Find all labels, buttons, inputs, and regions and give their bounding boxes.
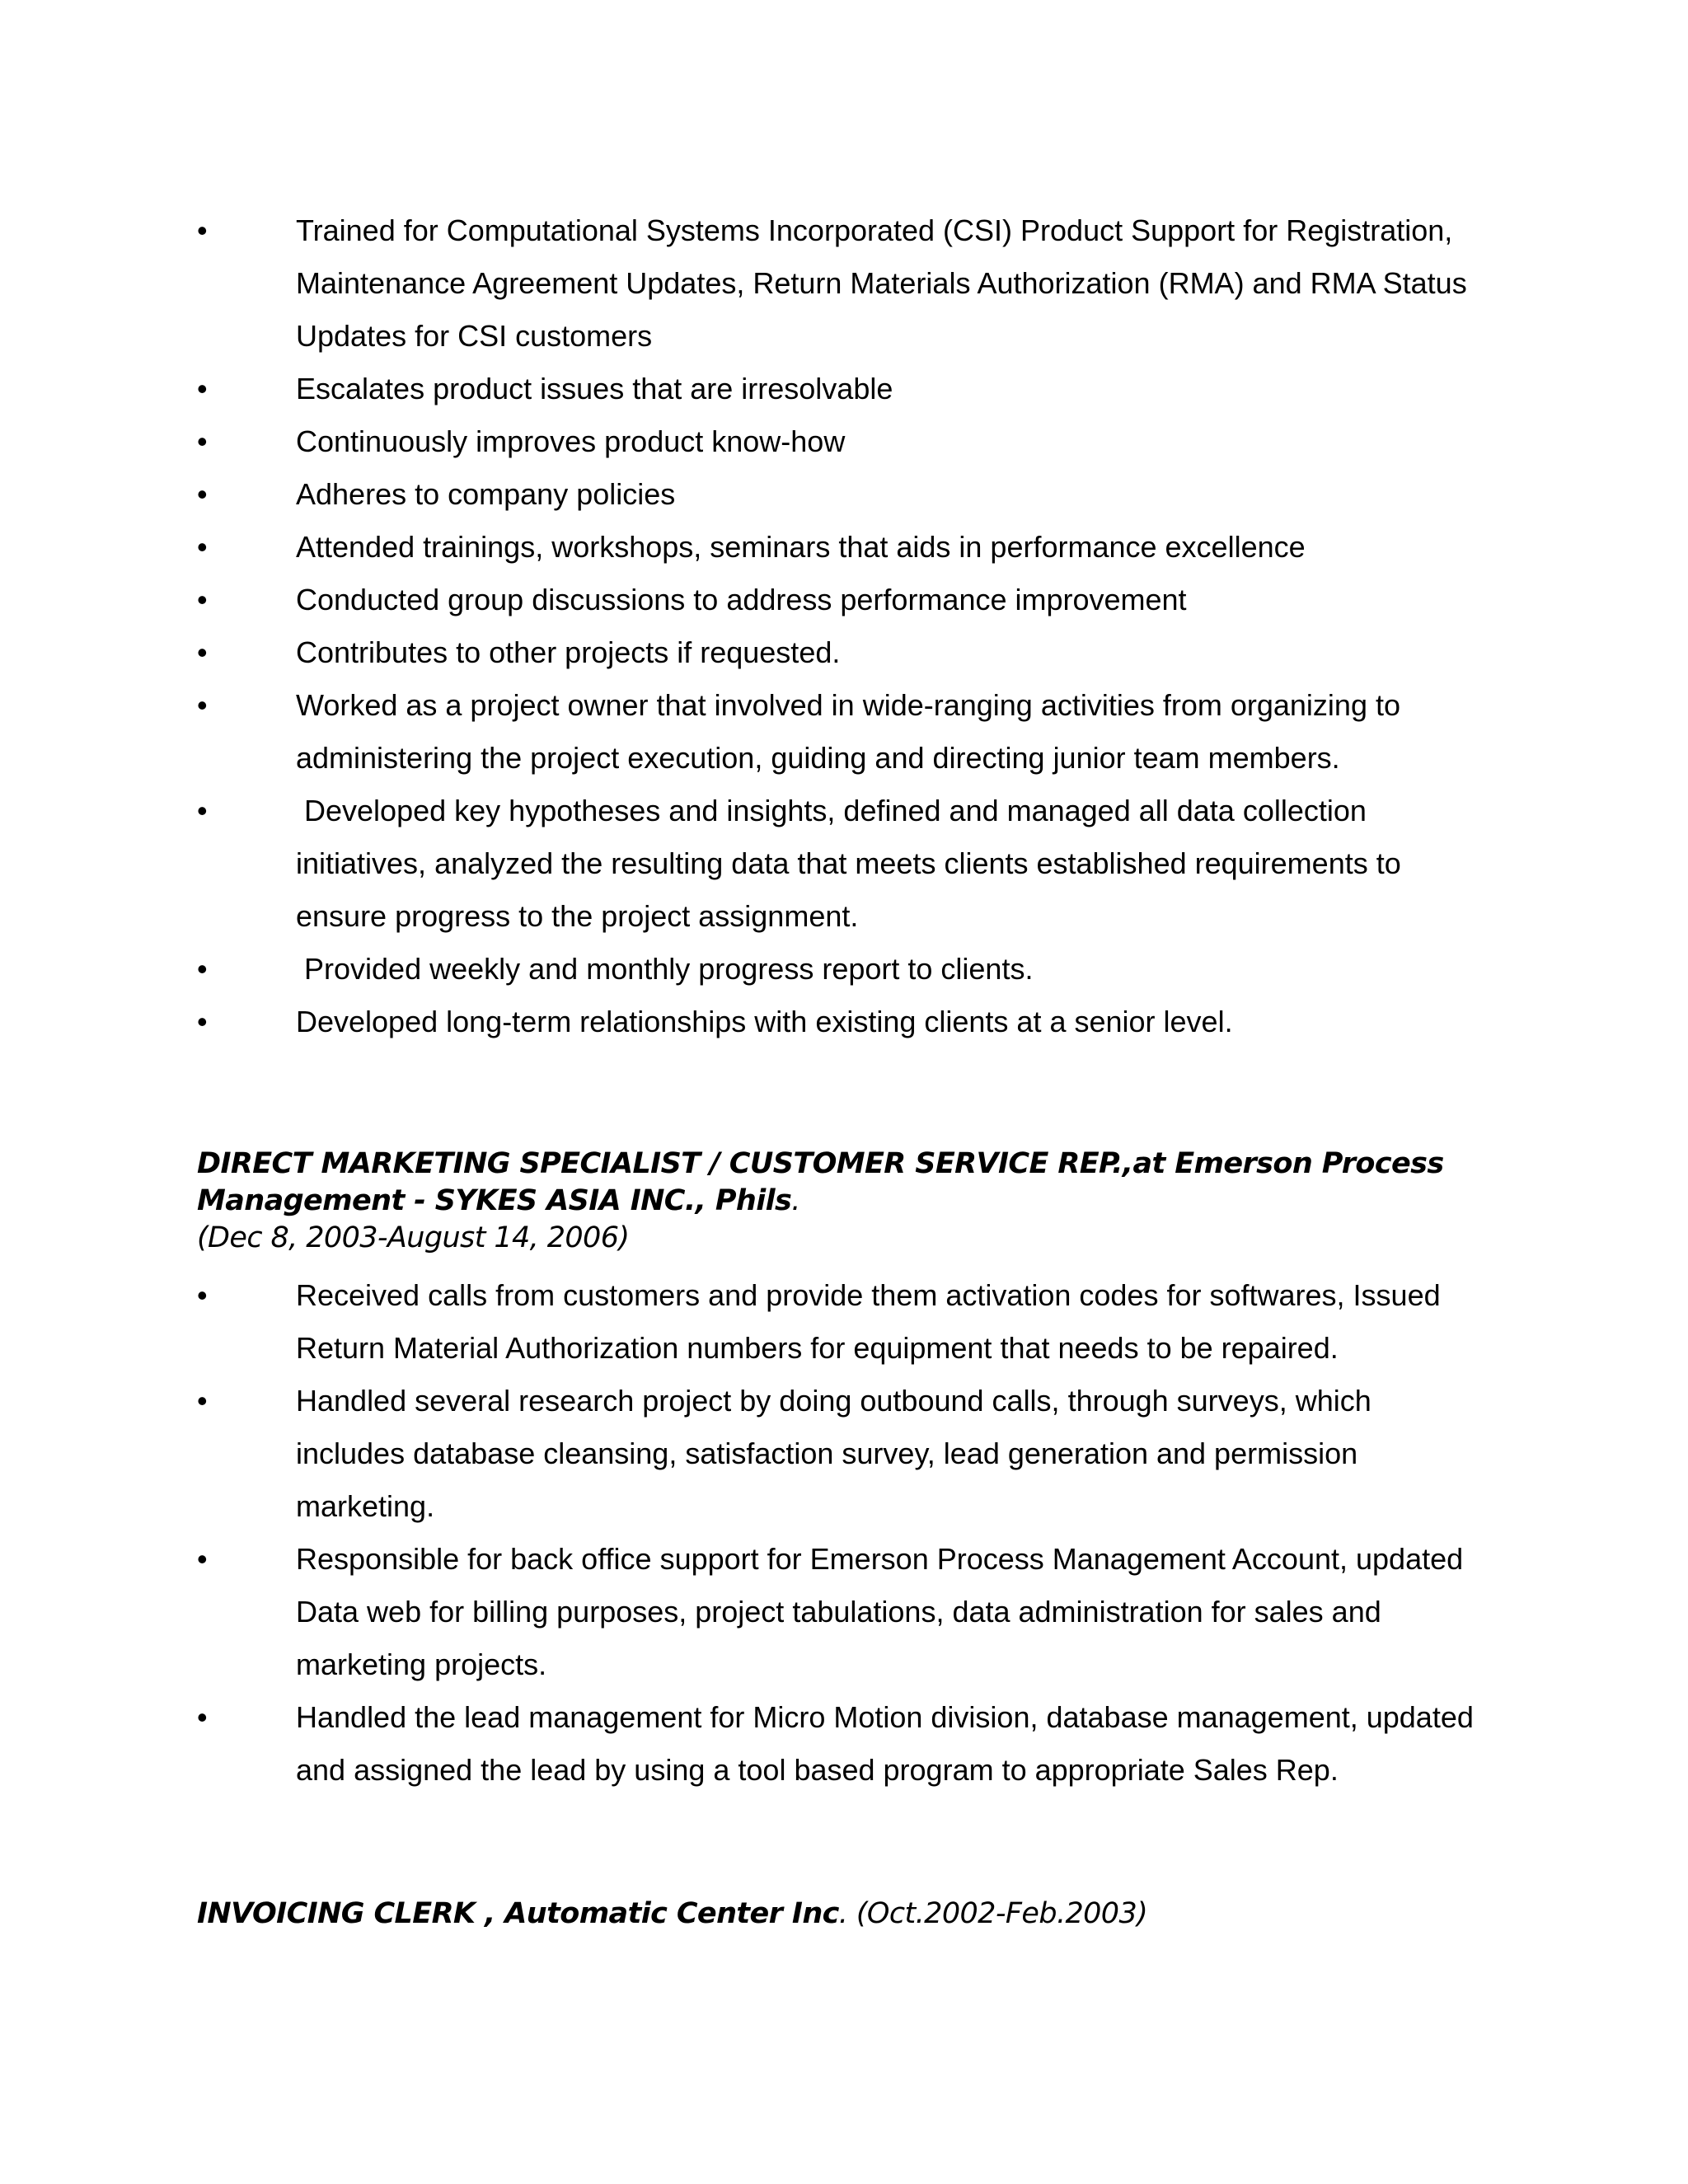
bullet-icon: • — [197, 1542, 208, 1576]
job-title-invoicing-clerk — [197, 1896, 1516, 1933]
list-item — [197, 415, 1483, 468]
job-dates: (Dec 8, 2003-August 14, 2006) — [197, 1221, 630, 1254]
list-item — [197, 1533, 1483, 1691]
job-duties-list — [197, 1269, 1483, 1797]
list-item-text: Responsible for back office support for Emerson Process Management Account, updated Data web for billing purposes, project tabulations, data administration for sales and marketing projects. — [296, 1542, 1464, 1681]
bullet-icon: • — [197, 1384, 208, 1418]
bullet-icon: • — [197, 1005, 208, 1038]
list-item — [197, 574, 1483, 626]
bullet-icon: • — [197, 688, 208, 722]
bullet-icon: • — [197, 1278, 208, 1312]
list-item-text: Conducted group discussions to address performance improvement — [296, 583, 1187, 616]
list-item-text: Attended trainings, workshops, seminars that aids in performance excellence — [296, 530, 1306, 564]
list-item-text: Adheres to company policies — [296, 477, 676, 511]
job-title-direct-marketing — [197, 1146, 1516, 1220]
list-item — [197, 521, 1483, 574]
list-item-text: Developed key hypotheses and insights, defined and managed all data collection initiatives, analyzed the resulting data that meets clients established requirements to ensure progress to the project assignment. — [296, 794, 1409, 933]
bullet-icon: • — [197, 583, 208, 616]
list-item-text: Provided weekly and monthly progress report to clients. — [296, 952, 1034, 986]
list-item — [197, 785, 1483, 943]
job-dates: (Oct.2002-Feb.2003) — [856, 1897, 1148, 1930]
list-item-text: Continuously improves product know-how — [296, 424, 846, 458]
list-item — [197, 1691, 1483, 1797]
job-title-text: DIRECT MARKETING SPECIALIST / CUSTOMER SERVICE REP.,at Emerson Process Management - SYKES ASIA INC., Phils — [197, 1147, 1444, 1217]
list-item-text: Handled several research project by doing outbound calls, through surveys, which includes database cleansing, satisfaction survey, lead generation and permission marketing. — [296, 1384, 1372, 1523]
list-item — [197, 943, 1483, 996]
list-item-text: Developed long-term relationships with existing clients at a senior level. — [296, 1005, 1233, 1038]
list-item-text: Received calls from customers and provide them activation codes for softwares, Issued Return Material Authorization numbers for equipment that needs to be repaired. — [296, 1278, 1441, 1365]
list-item-text: Contributes to other projects if requested. — [296, 635, 841, 669]
list-item — [197, 626, 1483, 679]
list-item-text: Escalates product issues that are irresolvable — [296, 372, 893, 405]
bullet-icon: • — [197, 952, 208, 986]
list-item-text: Trained for Computational Systems Incorporated (CSI) Product Support for Registration, Maintenance Agreement Updates, Return Materials Authorization (RMA) and RMA Status Updates for CSI customers — [296, 213, 1467, 353]
bullet-icon: • — [197, 635, 208, 669]
bullet-icon: • — [197, 424, 208, 458]
list-item — [197, 679, 1483, 785]
list-item — [197, 468, 1483, 521]
experience-bullet-list — [197, 204, 1483, 1048]
list-item — [197, 1269, 1483, 1375]
list-item — [197, 204, 1483, 363]
job-title-punctuation: . — [791, 1184, 800, 1217]
bullet-icon: • — [197, 530, 208, 564]
bullet-icon: • — [197, 794, 208, 827]
list-item-text: Handled the lead management for Micro Motion division, database management, updated and assigned the lead by using a tool based program to appropriate Sales Rep. — [296, 1700, 1474, 1787]
job-title-text: INVOICING CLERK , Automatic Center Inc — [197, 1897, 839, 1930]
list-item — [197, 1375, 1483, 1533]
list-item — [197, 996, 1483, 1048]
bullet-icon: • — [197, 213, 208, 247]
job-title-punctuation: . — [838, 1897, 856, 1930]
list-item-text: Worked as a project owner that involved in wide-ranging activities from organizing to administering the project execution, guiding and directing junior team members. — [296, 688, 1400, 775]
bullet-icon: • — [197, 477, 208, 511]
bullet-icon: • — [197, 372, 208, 405]
bullet-icon: • — [197, 1700, 208, 1734]
list-item — [197, 363, 1483, 415]
